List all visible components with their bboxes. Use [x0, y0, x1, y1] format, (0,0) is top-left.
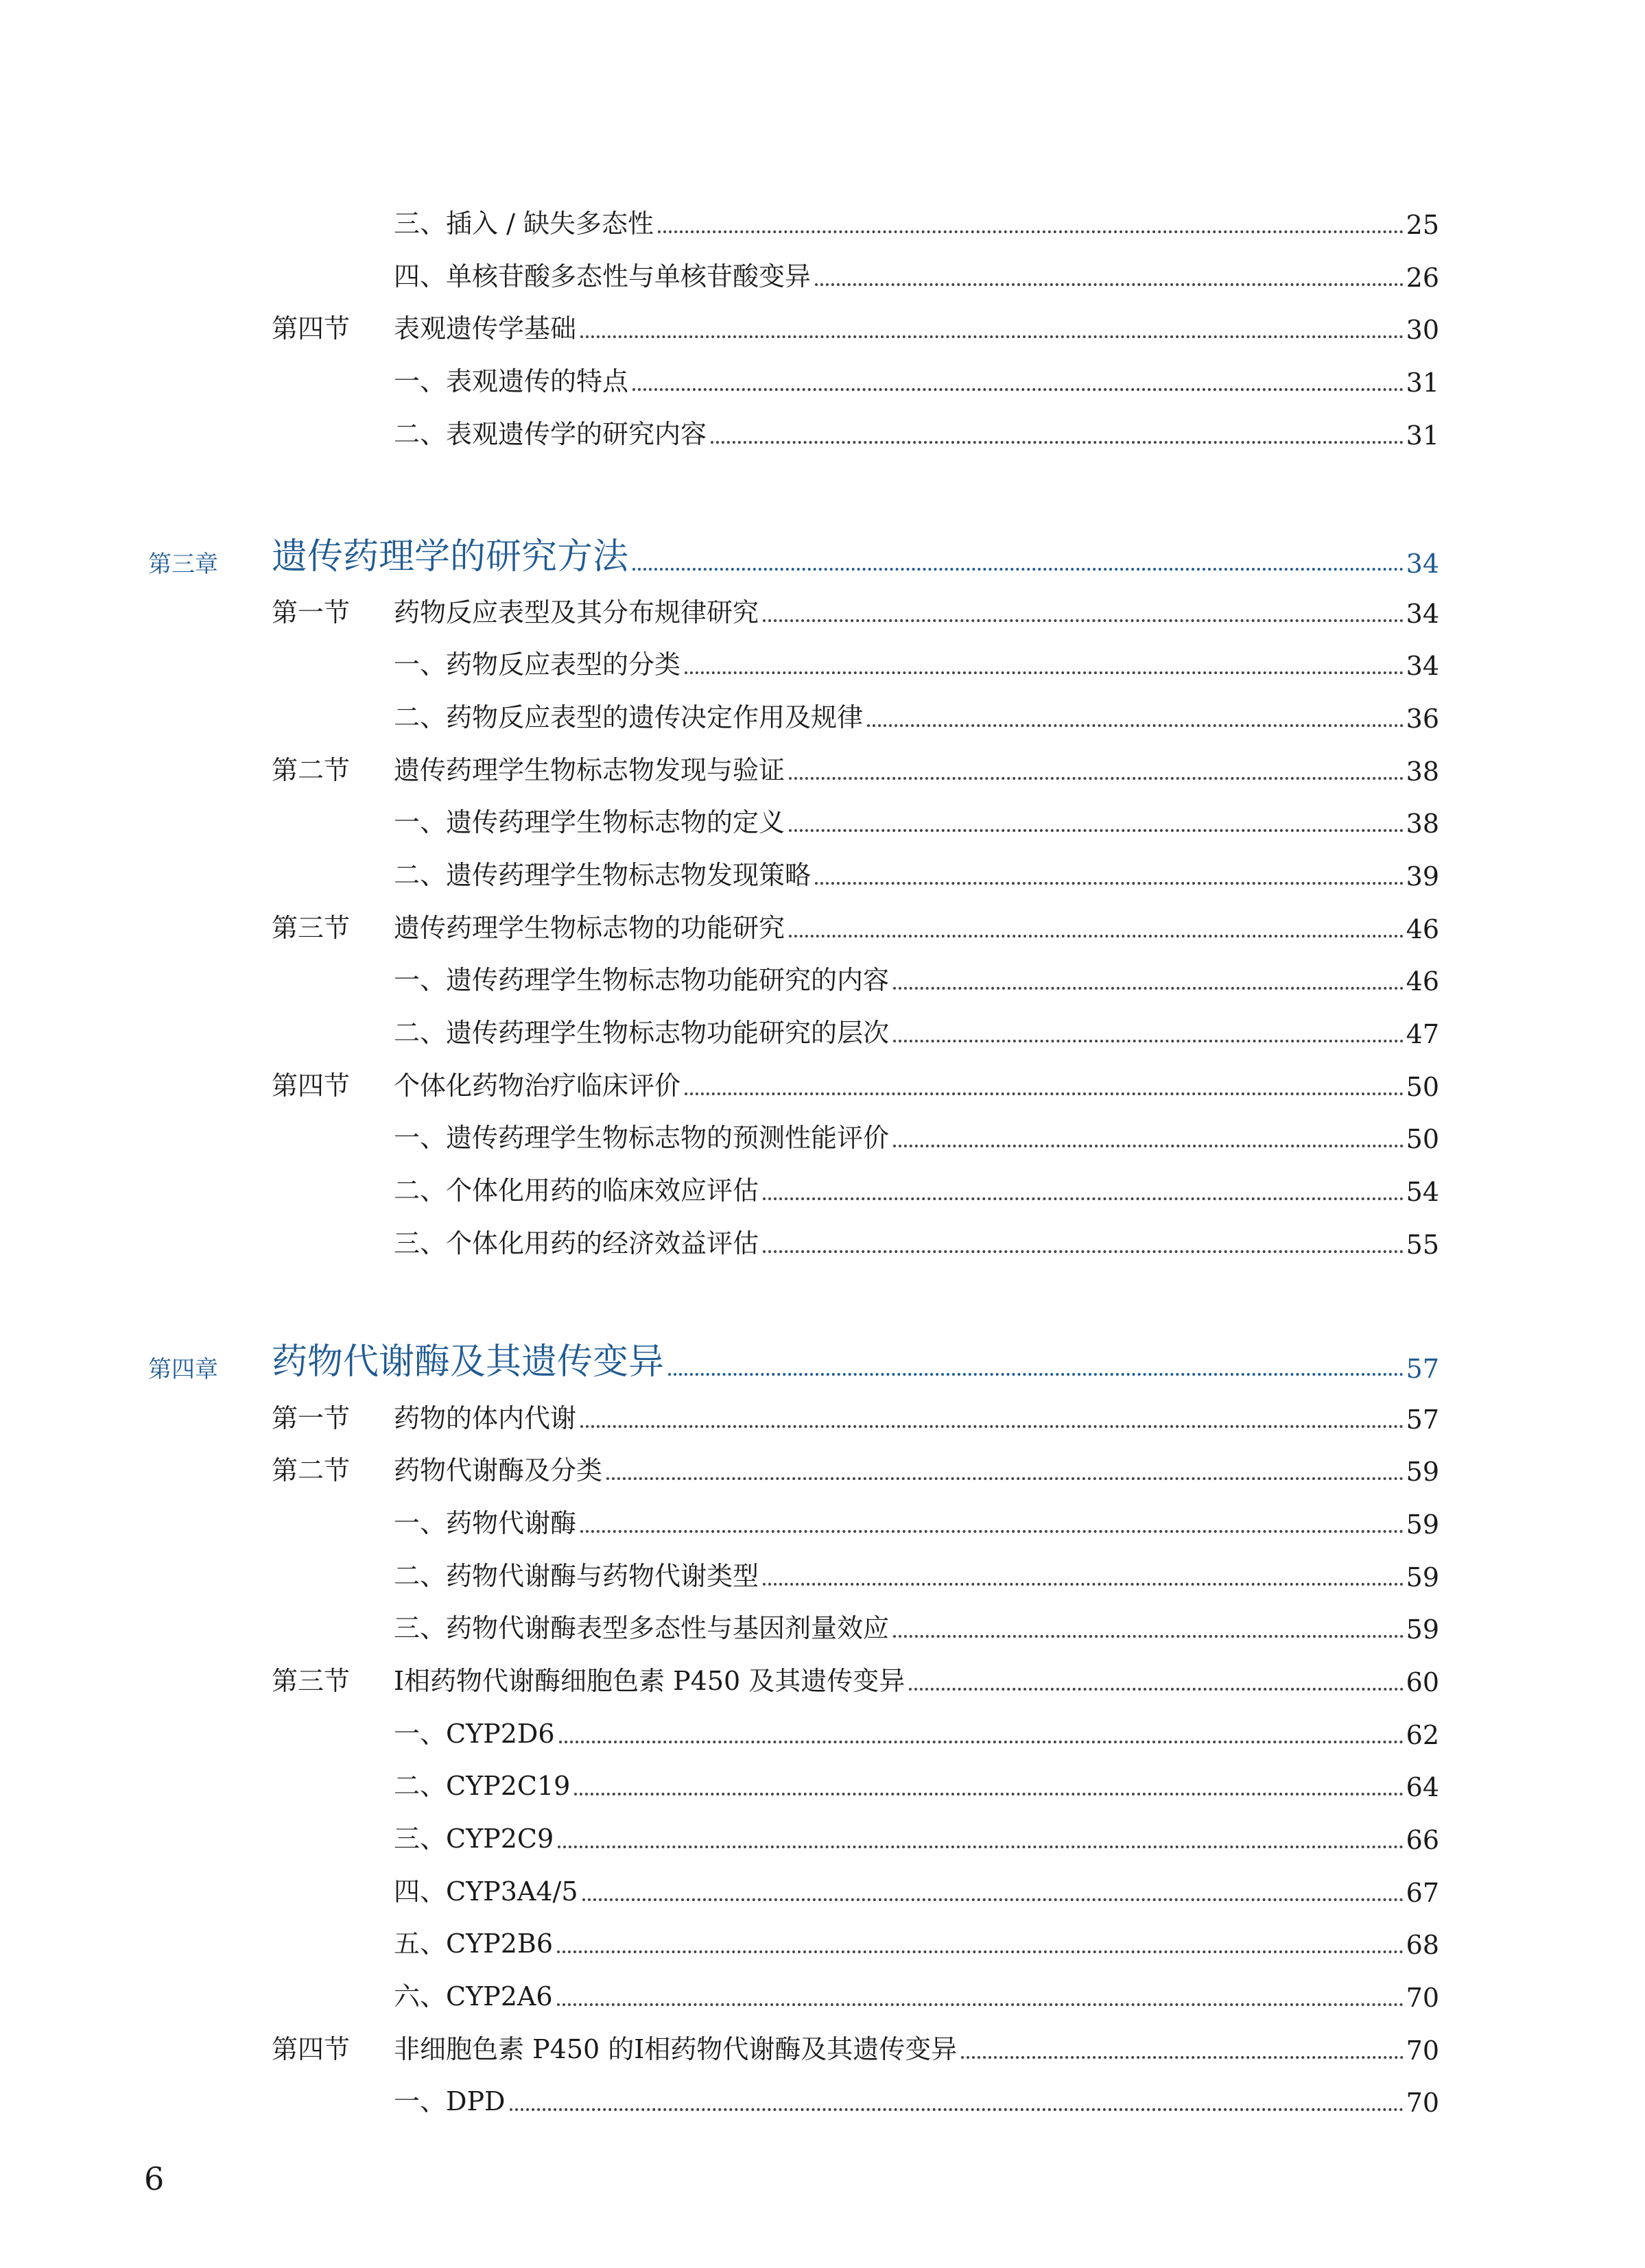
- toc-entry-page: 70: [1406, 2088, 1439, 2118]
- toc-entry-label: 第一节: [272, 597, 351, 628]
- toc-entry-page: 34: [1406, 599, 1439, 629]
- toc-entry-title: 一、表观遗传的特点: [394, 366, 629, 396]
- toc-entry-page: 57: [1406, 1405, 1439, 1435]
- toc-entry-label: 第三节: [272, 1666, 351, 1696]
- toc-entry-title: 药物代谢酶及分类: [394, 1455, 603, 1485]
- toc-dot-leader: [763, 1250, 1404, 1253]
- toc-entry-label: 第三节: [272, 913, 351, 943]
- toc-entry-title: 一、遗传药理学生物标志物的定义: [394, 807, 785, 837]
- toc-entry-page: 70: [1406, 1983, 1439, 2013]
- toc-dot-leader: [789, 829, 1404, 832]
- toc-subsection-entry[interactable]: [394, 1814, 1439, 1855]
- toc-entry-title: 表观遗传学基础: [394, 313, 577, 344]
- toc-entry-title: 五、CYP2B6: [394, 1929, 554, 1959]
- toc-section-entry[interactable]: [272, 1656, 1439, 1697]
- toc-dot-leader: [909, 1688, 1403, 1691]
- toc-entry-label: 第四节: [272, 313, 351, 344]
- toc-subsection-entry[interactable]: [394, 1709, 1439, 1750]
- toc-entry-title: 二、遗传药理学生物标志物发现策略: [394, 860, 812, 890]
- toc-entry-page: 46: [1406, 966, 1439, 996]
- toc-dot-leader: [580, 1425, 1404, 1428]
- toc-entry-title: I相药物代谢酶细胞色素 P450 及其遗传变异: [394, 1666, 906, 1696]
- toc-entry-page: 47: [1406, 1019, 1439, 1049]
- toc-entry-page: 30: [1406, 315, 1439, 345]
- toc-entry-page: 66: [1406, 1825, 1439, 1855]
- toc-chapter-entry[interactable]: [148, 1332, 1439, 1384]
- toc-entry-title: 二、遗传药理学生物标志物功能研究的层次: [394, 1018, 890, 1048]
- toc-dot-leader: [557, 1950, 1404, 1953]
- toc-dot-leader: [668, 1373, 1404, 1376]
- toc-entry-page: 34: [1406, 549, 1439, 579]
- toc-dot-leader: [867, 724, 1404, 727]
- toc-dot-leader: [961, 2056, 1403, 2059]
- toc-subsection-entry[interactable]: [394, 1219, 1439, 1260]
- toc-subsection-entry[interactable]: [394, 2077, 1439, 2118]
- toc-dot-leader: [510, 2108, 1404, 2111]
- toc-dot-leader: [763, 619, 1404, 622]
- toc-subsection-entry[interactable]: [394, 850, 1439, 892]
- toc-dot-leader: [580, 335, 1404, 338]
- toc-entry-label: 第二节: [272, 755, 351, 785]
- toc-subsection-entry[interactable]: [394, 1972, 1439, 2013]
- toc-entry-title: 四、单核苷酸多态性与单核苷酸变异: [394, 261, 812, 291]
- toc-subsection-entry[interactable]: [394, 1761, 1439, 1802]
- toc-entry-page: 34: [1406, 651, 1439, 681]
- toc-subsection-entry[interactable]: [394, 1499, 1439, 1540]
- toc-entry-title: 六、CYP2A6: [394, 1981, 553, 2012]
- toc-entry-label: 第二节: [272, 1455, 351, 1485]
- toc-dot-leader: [789, 777, 1404, 780]
- toc-entry-title: 一、CYP2D6: [394, 1719, 555, 1749]
- toc-entry-title: 三、个体化用药的经济效益评估: [394, 1228, 759, 1258]
- toc-subsection-entry[interactable]: [394, 693, 1439, 734]
- toc-subsection-entry[interactable]: [394, 1603, 1439, 1645]
- toc-entry-title: 三、插入 / 缺失多态性: [394, 208, 654, 239]
- toc-entry-page: 54: [1406, 1177, 1439, 1207]
- toc-entry-label: 第三章: [148, 551, 218, 578]
- toc-subsection-entry[interactable]: [394, 1008, 1439, 1049]
- toc-entry-page: 26: [1406, 263, 1439, 293]
- toc-dot-leader: [632, 388, 1404, 391]
- toc-dot-leader: [557, 2003, 1404, 2006]
- toc-subsection-entry[interactable]: [394, 1166, 1439, 1207]
- toc-dot-leader: [685, 671, 1404, 674]
- toc-subsection-entry[interactable]: [394, 955, 1439, 996]
- toc-subsection-entry[interactable]: [394, 798, 1439, 839]
- toc-entry-label: 第四节: [272, 2034, 351, 2064]
- toc-entry-page: 59: [1406, 1614, 1439, 1645]
- toc-entry-title: 非细胞色素 P450 的I相药物代谢酶及其遗传变异: [394, 2034, 958, 2064]
- toc-entry-page: 36: [1406, 704, 1439, 734]
- toc-entry-title: 个体化药物治疗临床评价: [394, 1071, 681, 1101]
- toc-entry-page: 31: [1406, 420, 1439, 451]
- toc-entry-title: 二、表观遗传学的研究内容: [394, 419, 707, 449]
- toc-dot-leader: [763, 1197, 1404, 1200]
- page-number: 6: [144, 2160, 165, 2197]
- toc-entry-title: 三、CYP2C9: [394, 1824, 554, 1854]
- toc-subsection-entry[interactable]: [394, 409, 1439, 451]
- toc-entry-page: 59: [1406, 1457, 1439, 1487]
- toc-entry-page: 59: [1406, 1562, 1439, 1592]
- toc-entry-page: 46: [1406, 914, 1439, 944]
- toc-entry-title: 遗传药理学生物标志物发现与验证: [394, 755, 785, 785]
- toc-dot-leader: [606, 1477, 1404, 1480]
- toc-entry-page: 31: [1406, 368, 1439, 398]
- toc-entry-page: 60: [1406, 1667, 1439, 1697]
- toc-entry-title: 二、个体化用药的临床效应评估: [394, 1175, 759, 1206]
- toc-entry-title: 遗传药理学的研究方法: [272, 536, 629, 577]
- toc-entry-page: 64: [1406, 1772, 1439, 1802]
- toc-dot-leader: [711, 441, 1404, 444]
- toc-subsection-entry[interactable]: [394, 640, 1439, 681]
- toc-entry-page: 38: [1406, 756, 1439, 787]
- toc-entry-page: 70: [1406, 2036, 1439, 2066]
- toc-entry-page: 68: [1406, 1930, 1439, 1960]
- toc-entry-title: 一、DPD: [394, 2086, 506, 2116]
- toc-entry-title: 二、CYP2C19: [394, 1771, 571, 1801]
- toc-section-entry[interactable]: [272, 903, 1439, 944]
- toc-dot-leader: [632, 568, 1404, 571]
- toc-dot-leader: [574, 1793, 1403, 1795]
- toc-dot-leader: [893, 1145, 1404, 1147]
- toc-section-entry[interactable]: [272, 1061, 1439, 1102]
- toc-entry-title: 一、遗传药理学生物标志物的预测性能评价: [394, 1123, 890, 1153]
- toc-entry-title: 遗传药理学生物标志物的功能研究: [394, 913, 785, 943]
- toc-section-entry[interactable]: [272, 2025, 1439, 2066]
- toc-dot-leader: [893, 987, 1404, 990]
- toc-dot-leader: [685, 1093, 1404, 1095]
- toc-entry-label: 第四节: [272, 1071, 351, 1101]
- toc-subsection-entry[interactable]: [394, 1919, 1439, 1960]
- toc-dot-leader: [893, 1635, 1404, 1638]
- toc-entry-page: 39: [1406, 861, 1439, 892]
- toc-subsection-entry[interactable]: [394, 1867, 1439, 1908]
- toc-section-entry[interactable]: [272, 1394, 1439, 1435]
- toc-entry-label: 第一节: [272, 1403, 351, 1433]
- toc-section-entry[interactable]: [272, 588, 1439, 629]
- toc-dot-leader: [815, 882, 1404, 885]
- toc-entry-title: 二、药物反应表型的遗传决定作用及规律: [394, 702, 864, 732]
- toc-entry-title: 药物代谢酶及其遗传变异: [272, 1341, 665, 1383]
- toc-entry-page: 50: [1406, 1124, 1439, 1154]
- toc-subsection-entry[interactable]: [394, 1551, 1439, 1592]
- toc-entry-page: 55: [1406, 1230, 1439, 1260]
- toc-dot-leader: [558, 1846, 1403, 1848]
- toc-entry-page: 62: [1406, 1720, 1439, 1750]
- toc-section-entry[interactable]: [272, 745, 1439, 787]
- toc-entry-page: 67: [1406, 1878, 1439, 1908]
- toc-entry-page: 50: [1406, 1072, 1439, 1102]
- toc-dot-leader: [658, 230, 1404, 233]
- toc-entry-title: 药物的体内代谢: [394, 1403, 577, 1433]
- toc-subsection-entry[interactable]: [394, 1113, 1439, 1154]
- toc-entry-page: 57: [1406, 1354, 1439, 1384]
- toc-entry-page: 38: [1406, 809, 1439, 839]
- toc-chapter-entry[interactable]: [148, 527, 1439, 579]
- toc-dot-leader: [582, 1898, 1404, 1901]
- toc-entry-title: 二、药物代谢酶与药物代谢类型: [394, 1561, 759, 1591]
- toc-entry-title: 三、药物代谢酶表型多态性与基因剂量效应: [394, 1613, 890, 1643]
- toc-dot-leader: [893, 1040, 1404, 1042]
- toc-dot-leader: [763, 1583, 1404, 1586]
- toc-entry-page: 25: [1406, 210, 1439, 240]
- toc-dot-leader: [815, 283, 1404, 286]
- toc-entry-title: 四、CYP3A4/5: [394, 1876, 578, 1907]
- toc-section-entry[interactable]: [272, 304, 1439, 345]
- toc-dot-leader: [559, 1741, 1404, 1743]
- toc-subsection-entry[interactable]: [394, 357, 1439, 398]
- toc-entry-title: 一、药物反应表型的分类: [394, 649, 681, 680]
- toc-subsection-entry[interactable]: [394, 199, 1439, 240]
- toc-entry-title: 一、药物代谢酶: [394, 1508, 577, 1538]
- toc-entry-page: 59: [1406, 1509, 1439, 1540]
- toc-dot-leader: [789, 935, 1404, 938]
- toc-subsection-entry[interactable]: [394, 252, 1439, 293]
- toc-entry-title: 药物反应表型及其分布规律研究: [394, 597, 759, 628]
- toc-entry-title: 一、遗传药理学生物标志物功能研究的内容: [394, 965, 890, 995]
- toc-entry-label: 第四章: [148, 1356, 218, 1383]
- toc-dot-leader: [580, 1530, 1404, 1533]
- toc-section-entry[interactable]: [272, 1446, 1439, 1487]
